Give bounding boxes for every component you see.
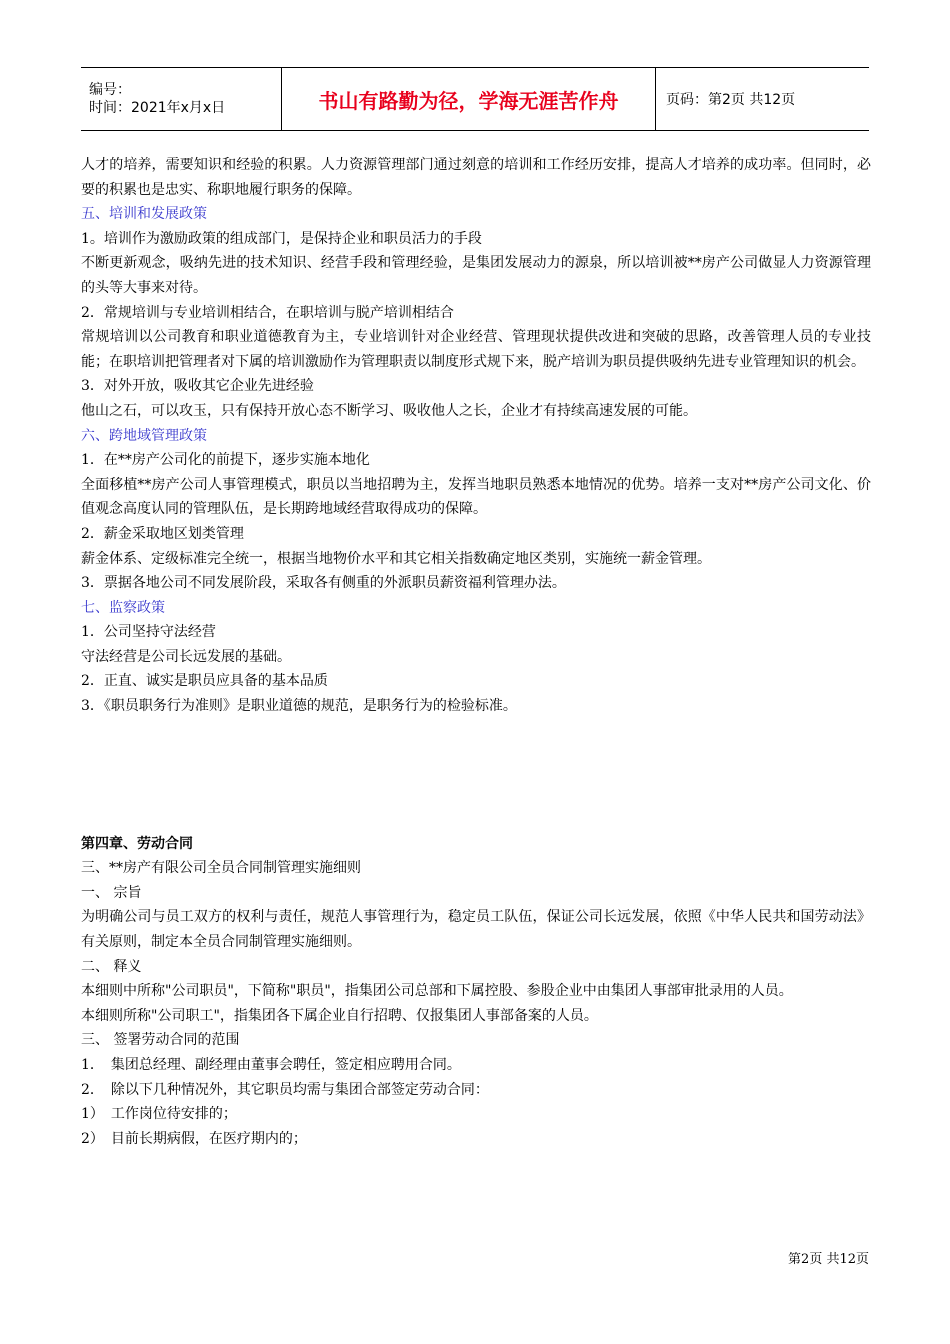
page-footer: 第2页 共12页 <box>788 1252 869 1267</box>
paragraph: 本细则所称"公司职工"，指集团各下属企业自行招聘、仅报集团人事部备案的人员。 <box>81 1007 598 1024</box>
body-section-labor-contract <box>81 832 871 1152</box>
paragraph: 全面移植**房产公司人事管理模式，职员以当地招聘为主，发挥当地职员熟悉本地情况的优势。培养一支对**房产公司文化、价值观念高度认同的管理队伍，是长期跨地域经营取得成功的保障。 <box>81 476 871 518</box>
paragraph: 1． 集团总经理、副经理由董事会聘任，签定相应聘用合同。 <box>81 1057 461 1073</box>
paragraph: 人才的培养，需要知识和经验的积累。人力资源管理部门通过刻意的培训和工作经历安排，提高人才培养的成功率。但同时，必要的积累也是忠实、称职地履行职务的保障。 <box>81 157 871 198</box>
paragraph: 为明确公司与员工双方的权利与责任，规范人事管理行为，稳定员工队伍，保证公司长远发展，依照《中华人民共和国劳动法》有关原则，制定本全员合同制管理实施细则。 <box>81 909 871 951</box>
section-heading: 第四章、劳动合同 <box>81 835 193 852</box>
section-heading: 七、监察政策 <box>81 599 165 616</box>
paragraph: 守法经营是公司长远发展的基础。 <box>81 648 291 665</box>
body-section-policies <box>81 153 871 719</box>
paragraph: 2） 目前长期病假，在医疗期内的； <box>81 1130 307 1147</box>
paragraph: 一、 宗旨 <box>81 884 142 901</box>
page-header <box>81 67 869 131</box>
paragraph: 3．票据各地公司不同发展阶段，采取各有侧重的外派职员薪资福利管理办法。 <box>81 575 566 592</box>
document-time-label: 时间：2021年x月x日 <box>89 100 226 116</box>
paragraph: 三、 签署劳动合同的范围 <box>81 1032 240 1049</box>
paragraph: 本细则中所称"公司职员"，下简称"职员"，指集团公司总部和下属控股、参股企业中由集团人事部审批录用的人员。 <box>81 983 793 1000</box>
document-number-label: 编号： <box>89 82 131 98</box>
paragraph: 3．《职员职务行为准则》是职业道德的规范，是职务行为的检验标准。 <box>81 698 517 715</box>
section-heading: 五、培训和发展政策 <box>81 206 207 223</box>
paragraph: 三、**房产有限公司全员合同制管理实施细则 <box>81 860 361 877</box>
section-heading: 六、跨地域管理政策 <box>81 427 207 444</box>
paragraph: 2．正直、诚实是职员应具备的基本品质 <box>81 673 328 690</box>
header-page-number: 页码：第2页 共12页 <box>666 92 796 108</box>
paragraph: 3．对外开放，吸收其它企业先进经验 <box>81 378 314 395</box>
paragraph: 2．常规培训与专业培训相结合，在职培训与脱产培训相结合 <box>81 304 454 321</box>
paragraph: 二、 释义 <box>81 958 142 975</box>
paragraph: 他山之石，可以攻玉，只有保持开放心态不断学习、吸收他人之长，企业才有持续高速发展的可能。 <box>81 402 697 419</box>
paragraph: 常规培训以公司教育和职业道德教育为主，专业培训针对企业经营、管理现状提供改进和突破的思路，改善管理人员的专业技能；在职培训把管理者对下属的培训激励作为管理职责以制度形式规下来，脱产培训为职员提供吸纳先进专业管理知识的机会。 <box>81 329 871 370</box>
paragraph: 1） 工作岗位待安排的； <box>81 1106 237 1123</box>
document-body <box>81 153 871 1151</box>
paragraph: 1。培训作为激励政策的组成部门，是保持企业和职员活力的手段 <box>81 230 482 247</box>
paragraph: 不断更新观念，吸纳先进的技术知识、经营手段和管理经验，是集团发展动力的源泉，所以培训被**房产公司做显人力资源管理的头等大事来对待。 <box>81 255 871 296</box>
paragraph: 2．薪金采取地区划类管理 <box>81 525 244 542</box>
paragraph: 1．公司坚持守法经营 <box>81 624 216 641</box>
paragraph: 1．在**房产公司化的前提下，逐步实施本地化 <box>81 452 370 469</box>
paragraph: 薪金体系、定级标准完全统一，根据当地物价水平和其它相关指数确定地区类别，实施统一薪金管理。 <box>81 550 711 567</box>
header-motto: 书山有路勤为径，学海无涯苦作舟 <box>282 68 656 130</box>
header-meta <box>81 68 282 130</box>
paragraph: 2． 除以下几种情况外，其它职员均需与集团合部签定劳动合同： <box>81 1081 489 1098</box>
